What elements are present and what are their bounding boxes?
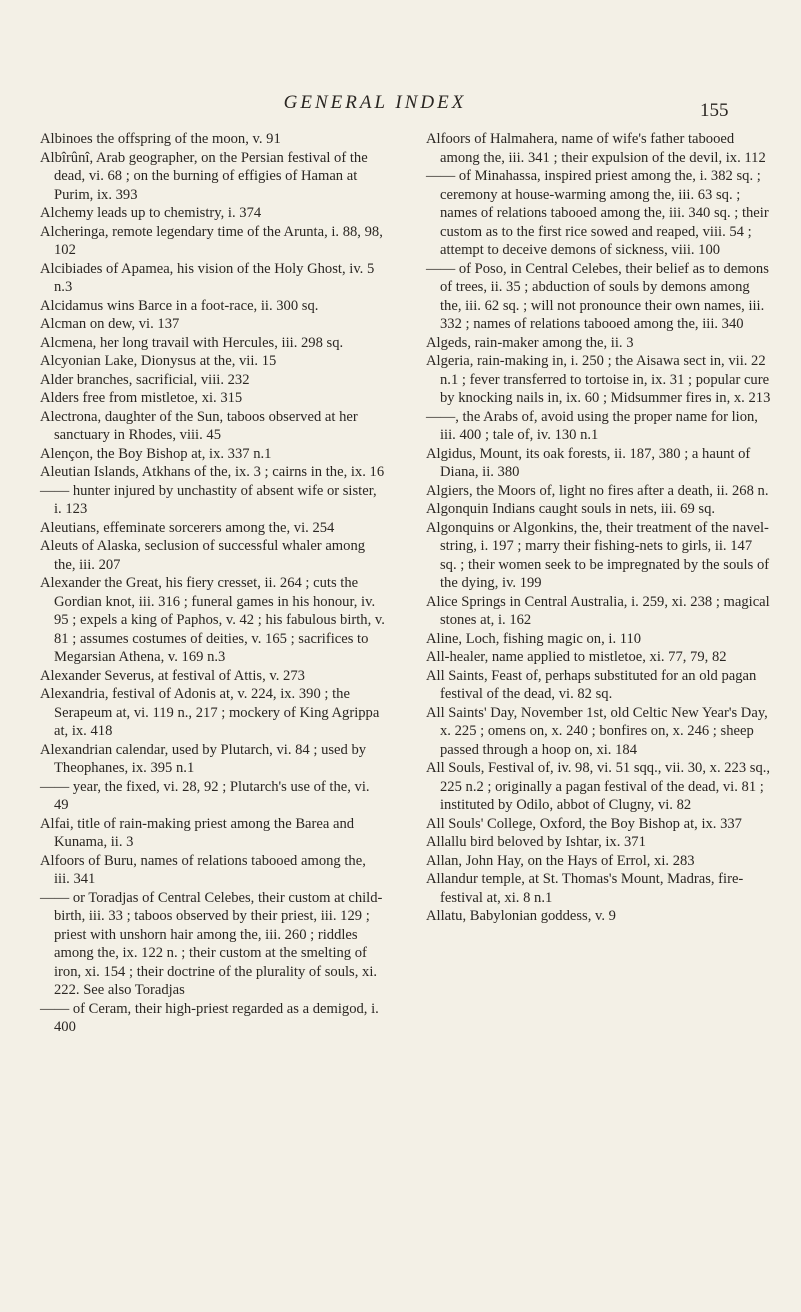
- index-entry: Alcidamus wins Barce in a foot-race, ii. 300 sq.: [40, 297, 319, 314]
- index-entry: Algeria, rain-making in, i. 250 ; the Aisawa sect in, vii. 22 n.1 ; fever transferred to tortoise in, ix. 31 ; popular cure by knocking nails in, ix. 60 ; Midsummer fires in, x. 213: [426, 353, 771, 406]
- index-entry: —— or Toradjas of Central Celebes, their custom at child-birth, iii. 33 ; taboos observed by their priest, iii. 129 ; priest with unshorn hair among the, iii. 260 ; riddles among the, ix. 122 n. ; their custom at the smelting of iron, xi. 154 ; their doctrine of the plurality of souls, xi. 222. See also Toradjas: [40, 889, 383, 998]
- index-entry: —— hunter injured by unchastity of absent wife or sister, i. 123: [40, 482, 377, 517]
- index-entry: Alexander the Great, his fiery cresset, ii. 264 ; cuts the Gordian knot, iii. 316 ; funeral games in his honour, iv. 95 ; expels a king of Paphos, v. 42 ; his fabulous birth, v. 81 ; assumes costumes of deities, v. 165 ; sacrifices to Megarsian Athena, v. 169 n.3: [40, 575, 385, 665]
- index-entry: Alfai, title of rain-making priest among the Barea and Kunama, ii. 3: [40, 815, 355, 850]
- index-entry: Allatu, Babylonian goddess, v. 9: [426, 908, 616, 924]
- index-entry: —— year, the fixed, vi. 28, 92 ; Plutarch's use of the, vi. 49: [40, 778, 370, 813]
- index-entry: ——, the Arabs of, avoid using the proper name for lion, iii. 400 ; tale of, iv. 130 n.1: [426, 408, 758, 443]
- index-entry: Allandur temple, at St. Thomas's Mount, Madras, fire-festival at, xi. 8 n.1: [426, 871, 744, 906]
- index-entry: All Souls' College, Oxford, the Boy Bishop at, ix. 337: [426, 815, 742, 832]
- index-entry: Alcyonian Lake, Dionysus at the, vii. 15: [40, 353, 277, 369]
- index-entry: Alcman on dew, vi. 137: [40, 316, 180, 332]
- index-entry: Aleutians, effeminate sorcerers among the, vi. 254: [40, 519, 335, 536]
- index-entry: Alexandrian calendar, used by Plutarch, vi. 84 ; used by Theophanes, ix. 395 n.1: [40, 741, 367, 776]
- index-entry: —— of Ceram, their high-priest regarded as a demigod, i. 400: [40, 1000, 379, 1035]
- index-entry: —— of Poso, in Central Celebes, their belief as to demons of trees, ii. 35 ; abduction of souls by demons among the, iii. 62 sq. ; will not pronounce their own names, iii. 332 ; names of relations tabooed among the, iii. 340: [426, 260, 769, 332]
- index-entry: Alectrona, daughter of the Sun, taboos observed at her sanctuary in Rhodes, viii. 45: [40, 408, 358, 443]
- index-entry: Alcmena, her long travail with Hercules, iii. 298 sq.: [40, 334, 344, 351]
- index-entry: Alcibiades of Apamea, his vision of the Holy Ghost, iv. 5 n.3: [40, 260, 375, 295]
- index-entry: Algidus, Mount, its oak forests, ii. 187, 380 ; a haunt of Diana, ii. 380: [426, 445, 751, 480]
- index-entry: Alexander Severus, at festival of Attis, v. 273: [40, 667, 305, 684]
- index-entry: Alders free from mistletoe, xi. 315: [40, 390, 243, 406]
- index-entry: Algiers, the Moors of, light no fires after a death, ii. 268 n.: [426, 482, 769, 499]
- index-entry: Alice Springs in Central Australia, i. 259, xi. 238 ; magical stones at, i. 162: [426, 593, 770, 628]
- right-column: [426, 130, 771, 926]
- index-entry: All Souls, Festival of, iv. 98, vi. 51 sqq., vii. 30, x. 223 sq., 225 n.2 ; originally a pagan festival of the dead, vi. 81 ; instituted by Odilo, abbot of Clugny, vi. 82: [426, 760, 771, 813]
- index-entry: Albinoes the offspring of the moon, v. 91: [40, 131, 281, 147]
- index-entry: Alexandria, festival of Adonis at, v. 224, ix. 390 ; the Serapeum at, vi. 119 n., 217 ; mockery of King Agrippa at, ix. 418: [40, 686, 380, 739]
- index-entry: Algonquins or Algonkins, the, their treatment of the navel-string, i. 197 ; marry their fishing-nets to girls, ii. 147 sq. ; their women seek to be impregnated by the souls of the dying, iv. 199: [426, 519, 770, 591]
- index-entry: All Saints, Feast of, perhaps substituted for an old pagan festival of the dead, vi. 82 sq.: [426, 667, 757, 702]
- index-entry: Allan, John Hay, on the Hays of Errol, xi. 283: [426, 852, 695, 869]
- index-entry: Aline, Loch, fishing magic on, i. 110: [426, 630, 642, 647]
- index-entry: Algonquin Indians caught souls in nets, iii. 69 sq.: [426, 501, 716, 517]
- index-entry: Algeds, rain-maker among the, ii. 3: [426, 334, 634, 351]
- left-column: [40, 130, 385, 1037]
- index-entry: Aleuts of Alaska, seclusion of successful whaler among the, iii. 207: [40, 538, 366, 573]
- index-entry: Alcheringa, remote legendary time of the Arunta, i. 88, 98, 102: [40, 223, 383, 258]
- index-entry: Aleutian Islands, Atkhans of the, ix. 3 ; cairns in the, ix. 16: [40, 464, 385, 480]
- index-entry: All Saints' Day, November 1st, old Celtic New Year's Day, x. 225 ; omens on, x. 240 ; bonfires on, x. 246 ; sheep passed through a hoop on, xi. 184: [426, 704, 768, 758]
- index-entry: Alençon, the Boy Bishop at, ix. 337 n.1: [40, 445, 272, 462]
- index-entry: Alfoors of Halmahera, name of wife's father tabooed among the, iii. 341 ; their expulsion of the devil, ix. 112: [426, 131, 766, 166]
- index-entry: Albîrûnî, Arab geographer, on the Persian festival of the dead, vi. 68 ; on the burning of effigies of Haman at Purim, ix. 393: [40, 149, 368, 203]
- index-entry: Alfoors of Buru, names of relations tabooed among the, iii. 341: [40, 852, 366, 887]
- index-entry: All-healer, name applied to mistletoe, xi. 77, 79, 82: [426, 649, 727, 665]
- index-entry: Alder branches, sacrificial, viii. 232: [40, 371, 250, 388]
- page-number: 155: [700, 100, 729, 121]
- index-entry: Allallu bird beloved by Ishtar, ix. 371: [426, 834, 646, 850]
- index-entry: Alchemy leads up to chemistry, i. 374: [40, 205, 262, 221]
- running-head: GENERAL INDEX: [283, 92, 467, 113]
- index-entry: —— of Minahassa, inspired priest among the, i. 382 sq. ; ceremony at house-warming among the, iii. 63 sq. ; names of relations tabooed among the, iii. 340 sq. ; their custom as to the first rice sowed and reaped, viii. 54 ; attempt to deceive demons of sickness, viii. 100: [426, 168, 769, 258]
